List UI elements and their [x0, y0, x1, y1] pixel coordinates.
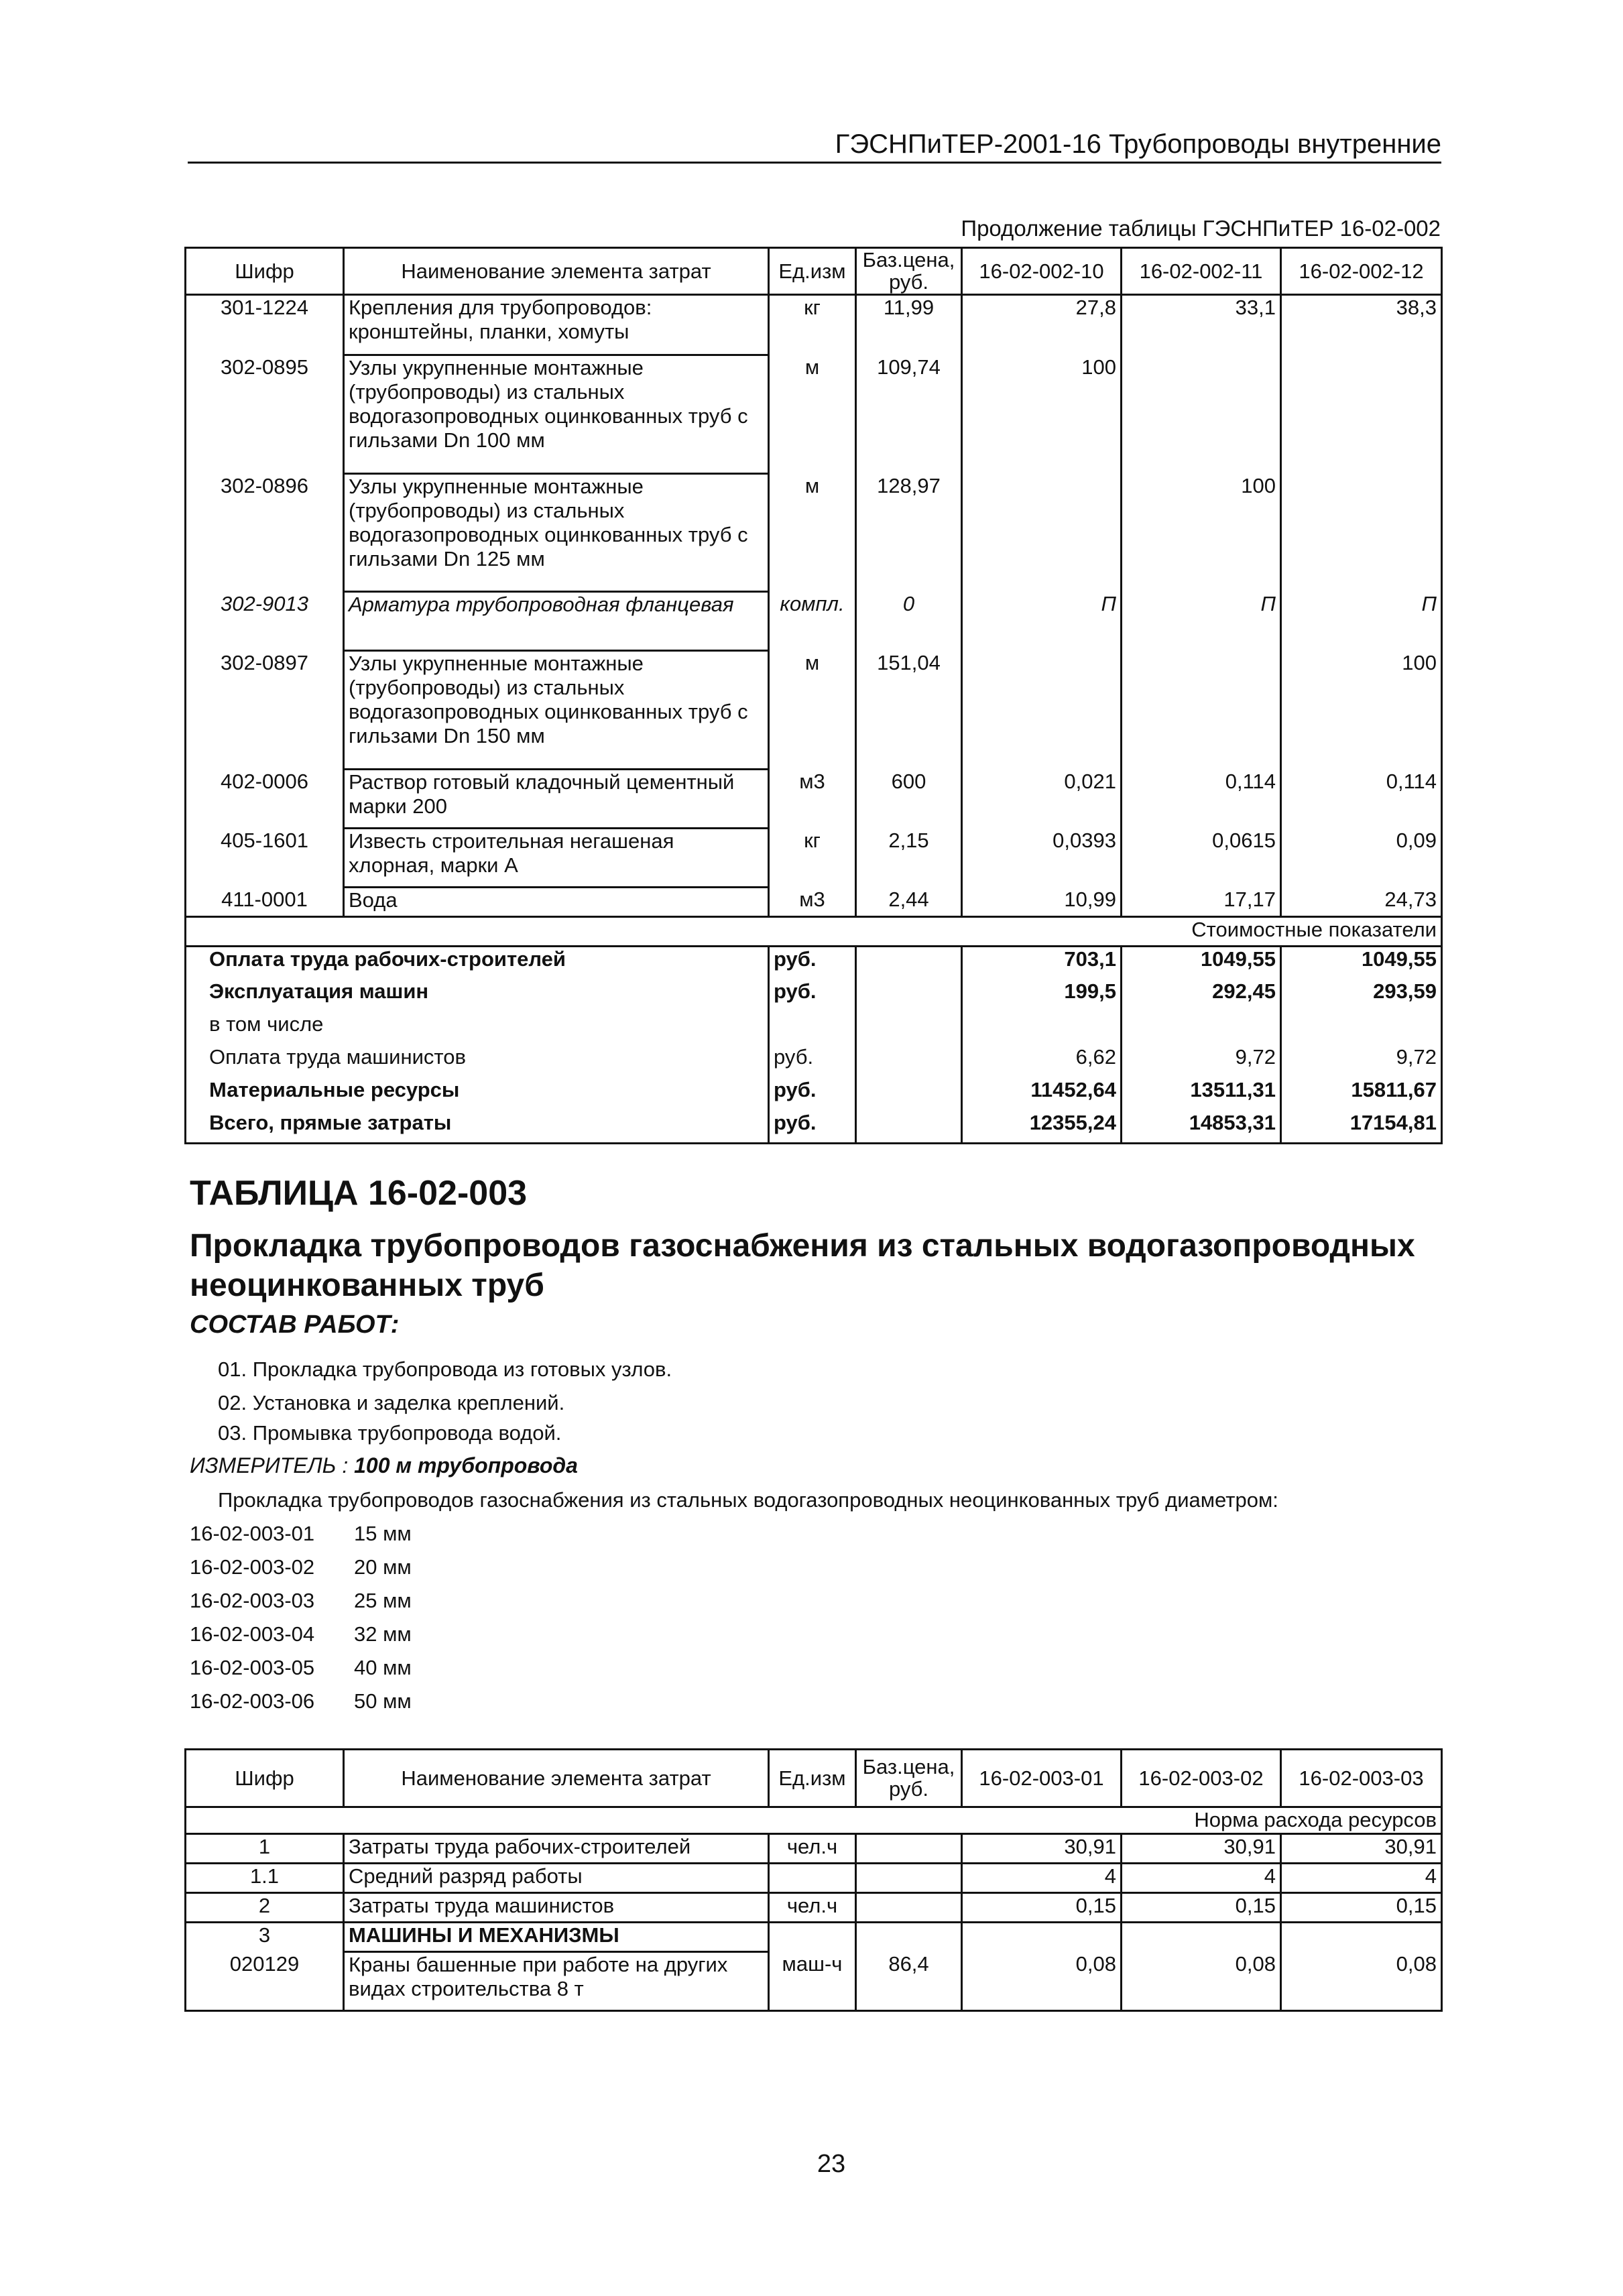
row-value-3: 0,15 — [1281, 1893, 1442, 1923]
row-value-2: 30,91 — [1122, 1834, 1281, 1864]
row-value-3: 30,91 — [1281, 1834, 1442, 1864]
table-row — [186, 1952, 1442, 2011]
col-header-name: Наименование элемента затрат — [344, 248, 769, 295]
row-value-1: 4 — [962, 1864, 1122, 1893]
row-unit: компл. — [769, 592, 856, 651]
row-value-1: 0,0393 — [962, 829, 1122, 888]
resources-table-16-02-003 — [184, 1748, 1443, 2012]
col-header-price: Баз.цена, руб. — [856, 1750, 962, 1807]
table-row — [186, 1893, 1442, 1923]
row-code: 402-0006 — [186, 770, 344, 829]
row-unit: чел.ч — [769, 1834, 856, 1864]
row-price: 600 — [856, 770, 962, 829]
row-code: 020129 — [186, 1952, 344, 2011]
table-continuation-note: Продолжение таблицы ГЭСНПиТЕР 16-02-002 — [961, 216, 1441, 241]
col-header-c2: 16-02-002-11 — [1122, 248, 1281, 295]
col-header-code: Шифр — [186, 248, 344, 295]
row-value-1 — [962, 651, 1122, 770]
cost-row — [186, 1045, 1442, 1078]
row-name: Затраты труда машинистов — [344, 1893, 769, 1923]
row-name: Краны башенные при работе на других видах строительства 8 т — [344, 1952, 769, 2011]
row-value-1: 100 — [962, 355, 1122, 474]
col-header-name: Наименование элемента затрат — [344, 1750, 769, 1807]
row-name: Узлы укрупненные монтажные (трубопроводы) из стальных водогазопроводных оцинкованных труб с гильзами Dn 125 мм — [344, 474, 769, 592]
row-name: Известь строительная негашеная хлорная, марки А — [344, 829, 769, 888]
table-row — [186, 355, 1442, 474]
norm-code: 16-02-003-03 — [190, 1589, 315, 1612]
row-price — [856, 1834, 962, 1864]
norm-code: 16-02-003-02 — [190, 1555, 315, 1579]
work-item: 01. Прокладка трубопровода из готовых узлов. — [218, 1357, 672, 1381]
cost-value-3: 1049,55 — [1281, 947, 1442, 979]
row-code: 302-0897 — [186, 651, 344, 770]
row-value-3: 0,08 — [1281, 1952, 1442, 2011]
norm-label: Норма расхода ресурсов — [186, 1807, 1442, 1834]
col-header-code: Шифр — [186, 1750, 344, 1807]
row-value-1: 27,8 — [962, 295, 1122, 355]
norm-code: 16-02-003-05 — [190, 1656, 315, 1679]
cost-value-1: 12355,24 — [962, 1111, 1122, 1144]
row-value-3: 100 — [1281, 651, 1442, 770]
table-header-row — [186, 248, 1442, 295]
row-value-1: 30,91 — [962, 1834, 1122, 1864]
measurement-unit — [190, 1453, 578, 1478]
table-row — [186, 1834, 1442, 1864]
cost-row — [186, 1078, 1442, 1111]
page-number: 23 — [817, 2150, 846, 2178]
cost-row — [186, 979, 1442, 1012]
row-price: 86,4 — [856, 1952, 962, 2011]
cost-indicators-label: Стоимостные показатели — [186, 917, 1442, 947]
row-code: 411-0001 — [186, 888, 344, 917]
cost-value-2: 292,45 — [1122, 979, 1281, 1012]
cost-value-3: 17154,81 — [1281, 1111, 1442, 1144]
code-list-item — [190, 1656, 412, 1680]
row-code: 2 — [186, 1893, 344, 1923]
row-code: 3 — [186, 1923, 344, 1952]
row-unit: м — [769, 651, 856, 770]
row-value-2 — [1122, 651, 1281, 770]
col-header-c1: 16-02-002-10 — [962, 248, 1122, 295]
row-name: МАШИНЫ И МЕХАНИЗМЫ — [344, 1923, 769, 1952]
table-row — [186, 829, 1442, 888]
code-list-item — [190, 1689, 412, 1713]
cost-name: Всего, прямые затраты — [186, 1111, 769, 1144]
col-header-price: Баз.цена, руб. — [856, 248, 962, 295]
row-unit — [769, 1923, 856, 1952]
row-value-3: 24,73 — [1281, 888, 1442, 917]
row-price: 151,04 — [856, 651, 962, 770]
cost-value-3: 9,72 — [1281, 1045, 1442, 1078]
row-code: 302-0896 — [186, 474, 344, 592]
row-name: Средний разряд работы — [344, 1864, 769, 1893]
norm-code: 16-02-003-04 — [190, 1622, 315, 1646]
row-name: Вода — [344, 888, 769, 917]
pipe-diameter: 40 мм — [354, 1656, 412, 1679]
row-name: Узлы укрупненные монтажные (трубопроводы) из стальных водогазопроводных оцинкованных труб с гильзами Dn 100 мм — [344, 355, 769, 474]
row-value-3: 4 — [1281, 1864, 1442, 1893]
section-subtitle: Прокладка трубопроводов газоснабжения из стальных водогазопроводных неоцинкованных труб — [190, 1228, 1415, 1303]
pipe-diameter: 20 мм — [354, 1555, 412, 1579]
row-unit: м3 — [769, 770, 856, 829]
row-unit: кг — [769, 295, 856, 355]
row-value-2: П — [1122, 592, 1281, 651]
row-price: 109,74 — [856, 355, 962, 474]
cost-value-1 — [962, 1012, 1122, 1045]
table-row — [186, 592, 1442, 651]
section-title: ТАБЛИЦА 16-02-003 — [190, 1174, 528, 1213]
row-price — [856, 1893, 962, 1923]
cost-name: Материальные ресурсы — [186, 1078, 769, 1111]
cost-unit: руб. — [769, 947, 856, 979]
running-header: ГЭСНПиТЕР-2001-16 Трубопроводы внутренние — [188, 129, 1441, 164]
row-code: 302-0895 — [186, 355, 344, 474]
row-unit: м3 — [769, 888, 856, 917]
col-header-c3: 16-02-002-12 — [1281, 248, 1442, 295]
table-row — [186, 651, 1442, 770]
cost-value-3: 293,59 — [1281, 979, 1442, 1012]
cost-value-2 — [1122, 1012, 1281, 1045]
row-value-1 — [962, 474, 1122, 592]
norm-row — [186, 1807, 1442, 1834]
col-header-unit: Ед.изм — [769, 248, 856, 295]
row-unit: м — [769, 355, 856, 474]
cost-value-3 — [1281, 1012, 1442, 1045]
measurement-label: ИЗМЕРИТЕЛЬ : — [190, 1453, 349, 1477]
row-price — [856, 1864, 962, 1893]
work-item: 03. Промывка трубопровода водой. — [218, 1421, 562, 1445]
row-value-2: 33,1 — [1122, 295, 1281, 355]
diameter-intro: Прокладка трубопроводов газоснабжения из стальных водогазопроводных неоцинкованных труб диаметром: — [218, 1488, 1278, 1512]
row-value-3 — [1281, 1923, 1442, 1952]
col-header-c2: 16-02-003-02 — [1122, 1750, 1281, 1807]
cost-value-1: 703,1 — [962, 947, 1122, 979]
table-row — [186, 1923, 1442, 1952]
row-code: 302-9013 — [186, 592, 344, 651]
work-composition-label: СОСТАВ РАБОТ: — [190, 1311, 400, 1339]
col-header-unit: Ед.изм — [769, 1750, 856, 1807]
row-code: 1 — [186, 1834, 344, 1864]
row-code: 1.1 — [186, 1864, 344, 1893]
cost-value-2: 9,72 — [1122, 1045, 1281, 1078]
cost-name: Эксплуатация машин — [186, 979, 769, 1012]
row-unit: маш-ч — [769, 1952, 856, 2011]
row-unit: м — [769, 474, 856, 592]
pipe-diameter: 32 мм — [354, 1622, 412, 1646]
row-value-2: 17,17 — [1122, 888, 1281, 917]
col-header-c3: 16-02-003-03 — [1281, 1750, 1442, 1807]
row-value-3: 38,3 — [1281, 295, 1442, 355]
cost-unit: руб. — [769, 1111, 856, 1144]
cost-unit — [769, 1012, 856, 1045]
row-value-2: 0,114 — [1122, 770, 1281, 829]
row-code: 301-1224 — [186, 295, 344, 355]
cost-value-2: 13511,31 — [1122, 1078, 1281, 1111]
row-value-1 — [962, 1923, 1122, 1952]
code-list-item — [190, 1622, 412, 1646]
row-price: 2,15 — [856, 829, 962, 888]
work-item: 02. Установка и заделка креплений. — [218, 1391, 565, 1414]
row-unit: кг — [769, 829, 856, 888]
row-value-3: П — [1281, 592, 1442, 651]
row-unit: чел.ч — [769, 1893, 856, 1923]
table-row — [186, 770, 1442, 829]
row-value-3 — [1281, 474, 1442, 592]
row-value-1: 0,15 — [962, 1893, 1122, 1923]
row-value-1: 0,08 — [962, 1952, 1122, 2011]
pipe-diameter: 50 мм — [354, 1689, 412, 1713]
row-unit — [769, 1864, 856, 1893]
row-price: 11,99 — [856, 295, 962, 355]
code-list-item — [190, 1522, 412, 1546]
row-price: 0 — [856, 592, 962, 651]
row-code: 405-1601 — [186, 829, 344, 888]
cost-name: Оплата труда машинистов — [186, 1045, 769, 1078]
row-value-2: 0,08 — [1122, 1952, 1281, 2011]
pipe-diameter: 25 мм — [354, 1589, 412, 1612]
row-value-2: 0,0615 — [1122, 829, 1281, 888]
row-value-1: 10,99 — [962, 888, 1122, 917]
row-name: Арматура трубопроводная фланцевая — [344, 592, 769, 651]
row-value-2 — [1122, 355, 1281, 474]
cost-value-3: 15811,67 — [1281, 1078, 1442, 1111]
cost-name: Оплата труда рабочих-строителей — [186, 947, 769, 979]
cost-name: в том числе — [186, 1012, 769, 1045]
row-value-2 — [1122, 1923, 1281, 1952]
row-name: Затраты труда рабочих-строителей — [344, 1834, 769, 1864]
row-price: 128,97 — [856, 474, 962, 592]
row-value-1: П — [962, 592, 1122, 651]
cost-unit: руб. — [769, 979, 856, 1012]
table-header-row — [186, 1750, 1442, 1807]
row-value-3: 0,09 — [1281, 829, 1442, 888]
norm-code: 16-02-003-01 — [190, 1522, 315, 1545]
row-value-2: 4 — [1122, 1864, 1281, 1893]
table-row — [186, 474, 1442, 592]
cost-indicators-row — [186, 917, 1442, 947]
table-row — [186, 888, 1442, 917]
code-list-item — [190, 1555, 412, 1579]
measurement-value: 100 м трубопровода — [354, 1453, 578, 1477]
col-header-c1: 16-02-003-01 — [962, 1750, 1122, 1807]
cost-unit: руб. — [769, 1045, 856, 1078]
cost-unit: руб. — [769, 1078, 856, 1111]
cost-value-1: 11452,64 — [962, 1078, 1122, 1111]
row-name: Раствор готовый кладочный цементный марки 200 — [344, 770, 769, 829]
norm-code: 16-02-003-06 — [190, 1689, 315, 1713]
table-row — [186, 1864, 1442, 1893]
resources-table-16-02-002 — [184, 247, 1443, 1144]
row-value-2: 0,15 — [1122, 1893, 1281, 1923]
row-name: Узлы укрупненные монтажные (трубопроводы) из стальных водогазопроводных оцинкованных труб с гильзами Dn 150 мм — [344, 651, 769, 770]
cost-value-2: 1049,55 — [1122, 947, 1281, 979]
pipe-diameter: 15 мм — [354, 1522, 412, 1545]
row-value-2: 100 — [1122, 474, 1281, 592]
row-value-1: 0,021 — [962, 770, 1122, 829]
cost-row — [186, 947, 1442, 979]
table-row — [186, 295, 1442, 355]
row-name: Крепления для трубопроводов: кронштейны, планки, хомуты — [344, 295, 769, 355]
row-value-3: 0,114 — [1281, 770, 1442, 829]
cost-value-1: 6,62 — [962, 1045, 1122, 1078]
code-list-item — [190, 1589, 412, 1613]
row-value-3 — [1281, 355, 1442, 474]
row-price — [856, 1923, 962, 1952]
cost-value-1: 199,5 — [962, 979, 1122, 1012]
row-price: 2,44 — [856, 888, 962, 917]
cost-row — [186, 1012, 1442, 1045]
cost-row — [186, 1111, 1442, 1144]
cost-value-2: 14853,31 — [1122, 1111, 1281, 1144]
